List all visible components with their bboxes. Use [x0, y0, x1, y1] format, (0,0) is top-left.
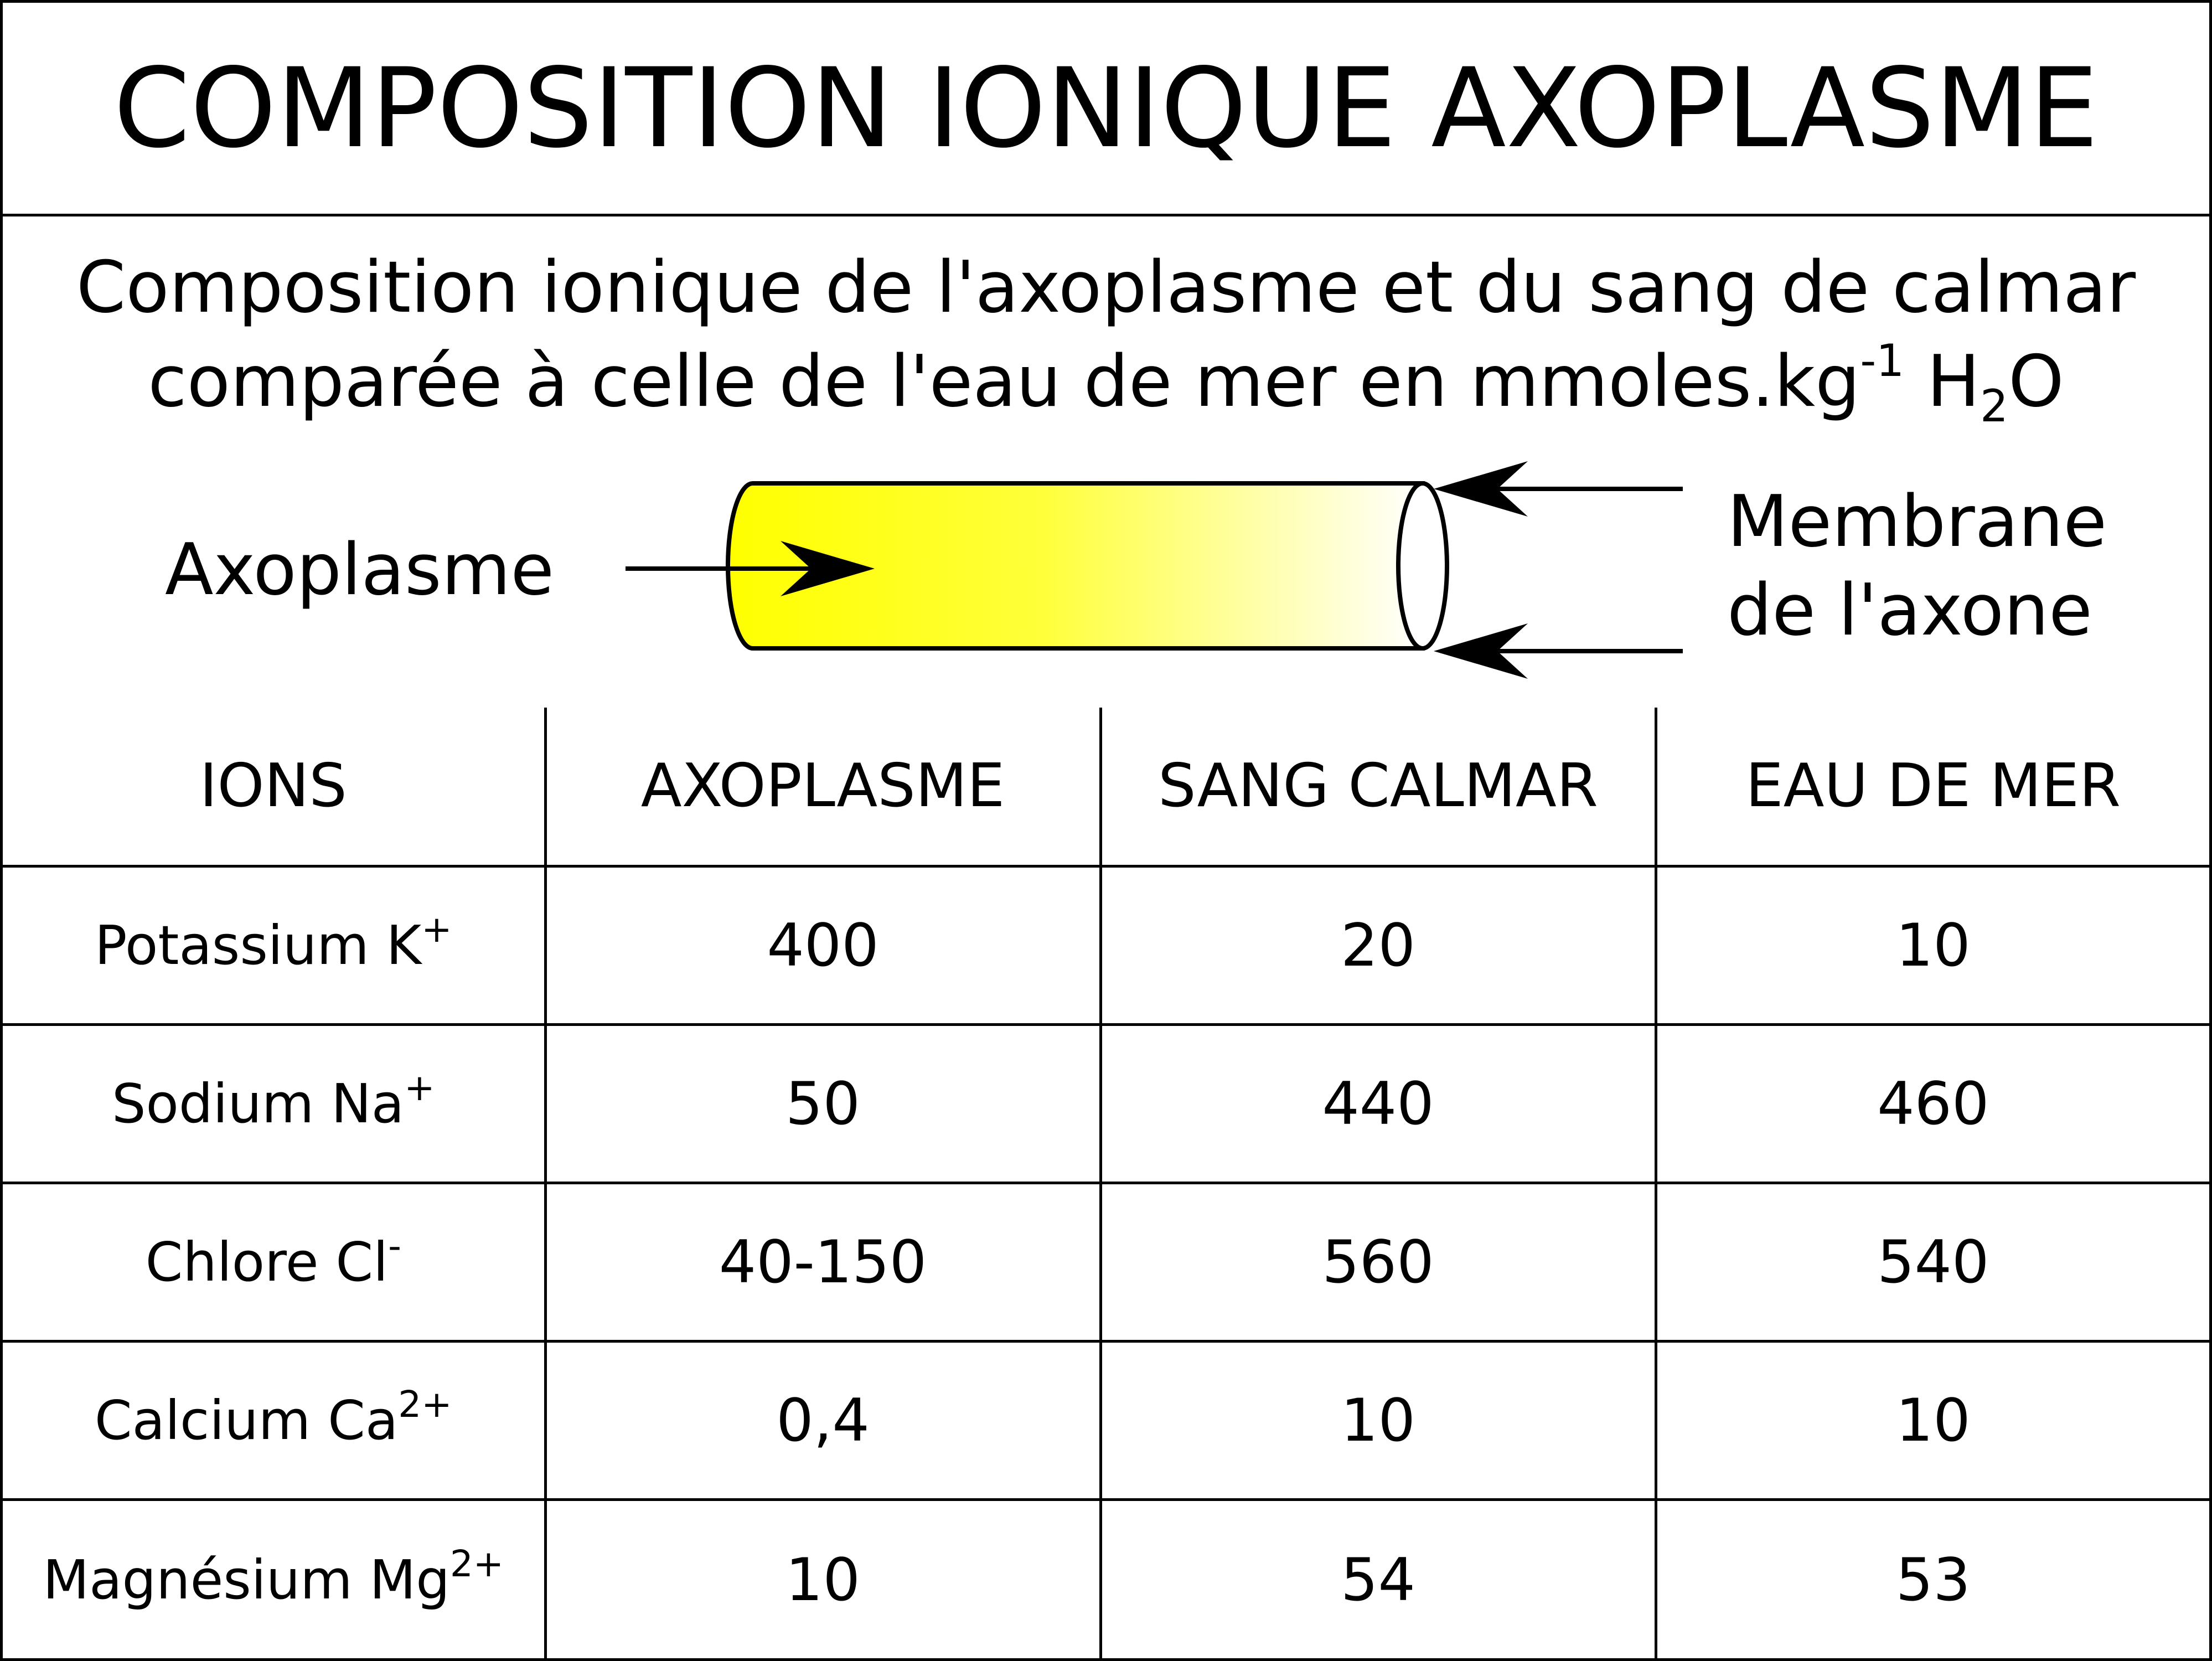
eau-de-mer-value: 540	[1656, 1183, 2209, 1341]
ion-name-cell	[3, 1024, 545, 1183]
unit-h: H	[1926, 341, 1981, 423]
table-row	[3, 866, 2209, 1024]
header-axoplasme: AXOPLASME	[545, 708, 1100, 866]
table-row	[3, 1183, 2209, 1341]
axoplasme-value: 10	[545, 1500, 1100, 1658]
unit-o: O	[2008, 341, 2064, 423]
ion-charge: +	[421, 907, 452, 951]
subtitle-line-2	[3, 335, 2209, 432]
eau-de-mer-value: 10	[1656, 1342, 2209, 1500]
axoplasme-value: 40-150	[545, 1183, 1100, 1341]
table-row	[3, 1024, 2209, 1183]
ion-name-cell	[3, 1500, 545, 1658]
ion-name: Potassium K	[94, 914, 422, 977]
table-header-row	[3, 708, 2209, 866]
axoplasm-label: Axoplasme	[165, 529, 555, 611]
subtitle-line-2-text: comparée à celle de l'eau de mer en mmoles.kg	[148, 341, 1860, 423]
ion-name-cell	[3, 1342, 545, 1500]
ion-charge: 2+	[449, 1542, 504, 1585]
ion-name: Chlore Cl	[145, 1231, 389, 1294]
membrane-label-line-2: de l'axone	[1727, 569, 2092, 652]
axoplasme-value: 400	[545, 866, 1100, 1024]
axoplasme-value: 50	[545, 1024, 1100, 1183]
eau-de-mer-value: 53	[1656, 1500, 2209, 1658]
header-sang-calmar: SANG CALMAR	[1100, 708, 1656, 866]
table-row	[3, 1342, 2209, 1500]
ion-name-cell	[3, 866, 545, 1024]
membrane-label-line-1: Membrane	[1727, 481, 2107, 563]
subtitle	[3, 241, 2209, 432]
header-eau-de-mer: EAU DE MER	[1656, 708, 2209, 866]
membrane-label	[1727, 478, 2107, 655]
ion-charge: 2+	[398, 1383, 452, 1426]
page-title: COMPOSITION IONIQUE AXOPLASME	[3, 3, 2209, 216]
axon-cylinder-end	[1398, 483, 1447, 648]
eau-de-mer-value: 10	[1656, 866, 2209, 1024]
axoplasme-value: 0,4	[545, 1342, 1100, 1500]
ion-name: Calcium Ca	[94, 1389, 399, 1452]
eau-de-mer-value: 460	[1656, 1024, 2209, 1183]
ion-charge: -	[388, 1225, 401, 1268]
ion-name: Sodium Na	[111, 1072, 405, 1135]
axon-diagram	[3, 446, 2209, 706]
unit-exponent: -1	[1860, 335, 1905, 386]
sang-calmar-value: 10	[1100, 1342, 1656, 1500]
unit-subscript: 2	[1980, 380, 2008, 432]
sang-calmar-value: 440	[1100, 1024, 1656, 1183]
ion-charge: +	[404, 1066, 435, 1109]
ion-composition-table	[3, 708, 2209, 1658]
sang-calmar-value: 560	[1100, 1183, 1656, 1341]
sang-calmar-value: 20	[1100, 866, 1656, 1024]
ion-name: Magnésium Mg	[43, 1548, 450, 1611]
ion-name-cell	[3, 1183, 545, 1341]
subtitle-line-1: Composition ionique de l'axoplasme et du sang de calmar	[76, 246, 2136, 329]
header-ions: IONS	[3, 708, 545, 866]
table-row	[3, 1500, 2209, 1658]
sang-calmar-value: 54	[1100, 1500, 1656, 1658]
